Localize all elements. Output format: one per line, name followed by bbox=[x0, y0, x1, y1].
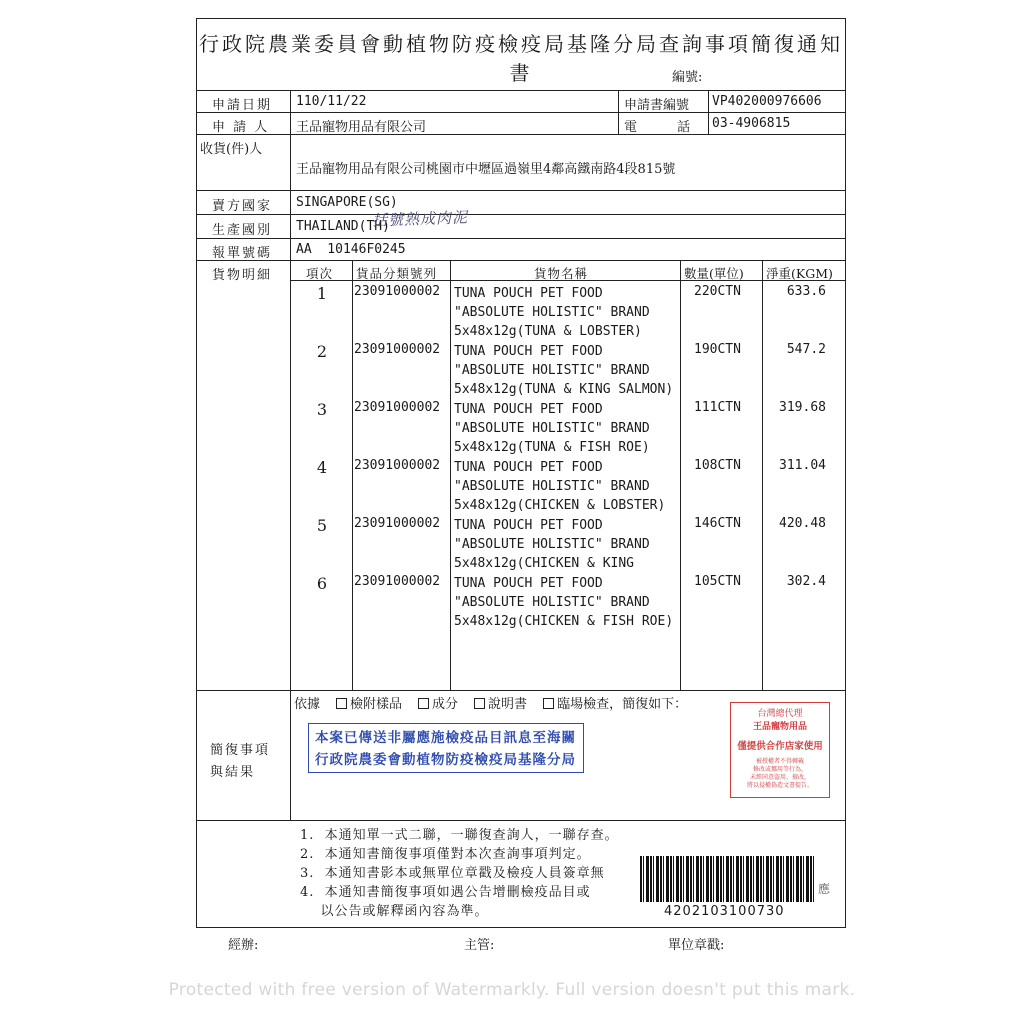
option-sample[interactable]: 檢附樣品 bbox=[326, 693, 402, 712]
declaration-no: AA 10146F0245 bbox=[296, 242, 406, 257]
item-row bbox=[290, 284, 846, 342]
item-no: 5 bbox=[316, 516, 328, 535]
item-code: 23091000002 bbox=[354, 342, 441, 357]
checkbox[interactable] bbox=[336, 698, 347, 709]
official-blue-stamp: 本案已傳送非屬應施檢疫品目訊息至海關 行政院農委會動植物防疫檢疫局基隆分局 bbox=[308, 723, 584, 773]
checkbox[interactable] bbox=[474, 698, 485, 709]
item-qty: 220CTN bbox=[694, 284, 741, 299]
item-name: TUNA POUCH PET FOOD "ABSOLUTE HOLISTIC" BRAND 5x48x12g(CHICKEN & LOBSTER) bbox=[454, 460, 666, 513]
note-item: 3. 本通知書影本或無單位章戳及檢疫人員簽章無 bbox=[300, 866, 605, 881]
item-row bbox=[290, 400, 846, 458]
origin-label: 生產國別 bbox=[212, 223, 273, 238]
col-header-name: 貨物名稱 bbox=[534, 266, 589, 281]
rule bbox=[196, 690, 846, 691]
notes-list bbox=[300, 826, 619, 921]
rule bbox=[196, 260, 846, 261]
option-manual[interactable]: 說明書 bbox=[464, 693, 527, 712]
barcode bbox=[640, 856, 814, 902]
basis-options bbox=[294, 693, 687, 712]
item-code: 23091000002 bbox=[354, 284, 441, 299]
basis-label: 依據 bbox=[294, 697, 321, 712]
supervisor-label: 主管: bbox=[464, 938, 495, 953]
rule bbox=[708, 90, 709, 134]
item-weight: 547.2 bbox=[786, 342, 826, 357]
item-qty: 111CTN bbox=[694, 400, 741, 415]
checkbox[interactable] bbox=[543, 698, 554, 709]
application-no-label: 申請書編號 bbox=[624, 98, 690, 113]
rule bbox=[196, 820, 846, 821]
declaration-label: 報單號碼 bbox=[212, 246, 273, 261]
item-no: 3 bbox=[316, 400, 328, 419]
rule bbox=[196, 134, 846, 135]
item-no: 6 bbox=[316, 574, 328, 593]
note-item: 4. 本通知書簡復事項如遇公告增刪檢疫品目或 bbox=[300, 885, 591, 900]
item-name: TUNA POUCH PET FOOD "ABSOLUTE HOLISTIC" BRAND 5x48x12g(TUNA & LOBSTER) bbox=[454, 286, 650, 339]
item-code: 23091000002 bbox=[354, 574, 441, 589]
rule bbox=[196, 112, 846, 113]
item-no: 4 bbox=[316, 458, 328, 477]
application-no: VP402000976606 bbox=[712, 94, 822, 109]
col-header-weight: 淨重(KGM) bbox=[766, 266, 833, 281]
handler-label: 經辦: bbox=[228, 938, 259, 953]
consignee: 王品寵物用品有限公司桃園市中壢區過嶺里4鄰高鐵南路4段815號 bbox=[296, 162, 676, 177]
col-header-no: 項次 bbox=[306, 266, 334, 281]
item-code: 23091000002 bbox=[354, 516, 441, 531]
item-qty: 108CTN bbox=[694, 458, 741, 473]
goods-label: 貨物明細 bbox=[212, 268, 273, 283]
serial-label: 編號: bbox=[672, 70, 703, 85]
consignee-label: 收貨(件)人 bbox=[200, 142, 263, 157]
note-item: 以公告或解釋函內容為準。 bbox=[300, 904, 489, 919]
item-code: 23091000002 bbox=[354, 458, 441, 473]
item-code: 23091000002 bbox=[354, 400, 441, 415]
item-row bbox=[290, 516, 846, 574]
document-title: 行政院農業委員會動植物防疫檢疫局基隆分局查詢事項簡復通知書 bbox=[199, 32, 843, 85]
item-row bbox=[290, 342, 846, 400]
rule bbox=[196, 90, 846, 91]
item-no: 2 bbox=[316, 342, 328, 361]
apply-date-label: 申請日期 bbox=[212, 98, 273, 113]
apply-date: 110/11/22 bbox=[296, 94, 367, 109]
seller-country-label: 賣方國家 bbox=[212, 199, 273, 214]
rule bbox=[196, 190, 846, 191]
origin: THAILAND(TH) bbox=[296, 219, 390, 234]
handwritten-note: 括號熟成肉泥 bbox=[371, 208, 469, 230]
barcode-number: 4202103100730 bbox=[664, 904, 785, 919]
col-header-code: 貨品分類號列 bbox=[356, 266, 438, 281]
item-weight: 633.6 bbox=[786, 284, 826, 299]
item-weight: 319.68 bbox=[779, 400, 826, 415]
col-header-qty: 數量(單位) bbox=[684, 266, 744, 281]
note-item: 1. 本通知單一式二聯，一聯復查詢人，一聯存查。 bbox=[300, 828, 619, 843]
seller-country: SINGAPORE(SG) bbox=[296, 195, 398, 210]
option-ingredients[interactable]: 成分 bbox=[408, 693, 458, 712]
reply-label: 簡復事項 與結果 bbox=[210, 743, 271, 780]
applicant-label: 申 請 人 bbox=[212, 120, 270, 135]
item-row bbox=[290, 574, 846, 632]
note-item: 2. 本通知書簡復事項僅對本次查詢事項判定。 bbox=[300, 847, 591, 862]
rule bbox=[618, 90, 619, 134]
side-char: 應 bbox=[818, 882, 831, 896]
item-weight: 302.4 bbox=[786, 574, 826, 589]
item-qty: 190CTN bbox=[694, 342, 741, 357]
item-name: TUNA POUCH PET FOOD "ABSOLUTE HOLISTIC" BRAND 5x48x12g(CHICKEN & KING bbox=[454, 518, 650, 571]
item-weight: 311.04 bbox=[779, 458, 826, 473]
distributor-red-stamp: 台灣總代理 王品寵物用品 僅提供合作店家使用 被授權者不得轉載 修改或挪用等行為， 未經同意盜用、擅改， 將以侵權偽造文書提告。 bbox=[730, 702, 830, 798]
phone-label: 電 話 bbox=[624, 120, 709, 135]
item-weight: 420.48 bbox=[779, 516, 826, 531]
item-name: TUNA POUCH PET FOOD "ABSOLUTE HOLISTIC" BRAND 5x48x12g(TUNA & KING SALMON) bbox=[454, 344, 674, 397]
option-onsite[interactable]: 臨場檢查，簡復如下： bbox=[533, 693, 687, 712]
applicant: 王品寵物用品有限公司 bbox=[296, 120, 427, 135]
item-name: TUNA POUCH PET FOOD "ABSOLUTE HOLISTIC" BRAND 5x48x12g(CHICKEN & FISH ROE) bbox=[454, 576, 674, 629]
unit-seal-label: 單位章戳: bbox=[668, 938, 725, 953]
item-qty: 146CTN bbox=[694, 516, 741, 531]
rule bbox=[196, 238, 846, 239]
phone: 03-4906815 bbox=[712, 116, 791, 131]
item-name: TUNA POUCH PET FOOD "ABSOLUTE HOLISTIC" BRAND 5x48x12g(TUNA & FISH ROE) bbox=[454, 402, 650, 455]
rule bbox=[196, 214, 846, 215]
checkbox[interactable] bbox=[418, 698, 429, 709]
watermark-text: Protected with free version of Watermarkly. Full version doesn't put this mark. bbox=[168, 980, 856, 1000]
item-row bbox=[290, 458, 846, 516]
item-no: 1 bbox=[316, 284, 328, 303]
item-qty: 105CTN bbox=[694, 574, 741, 589]
